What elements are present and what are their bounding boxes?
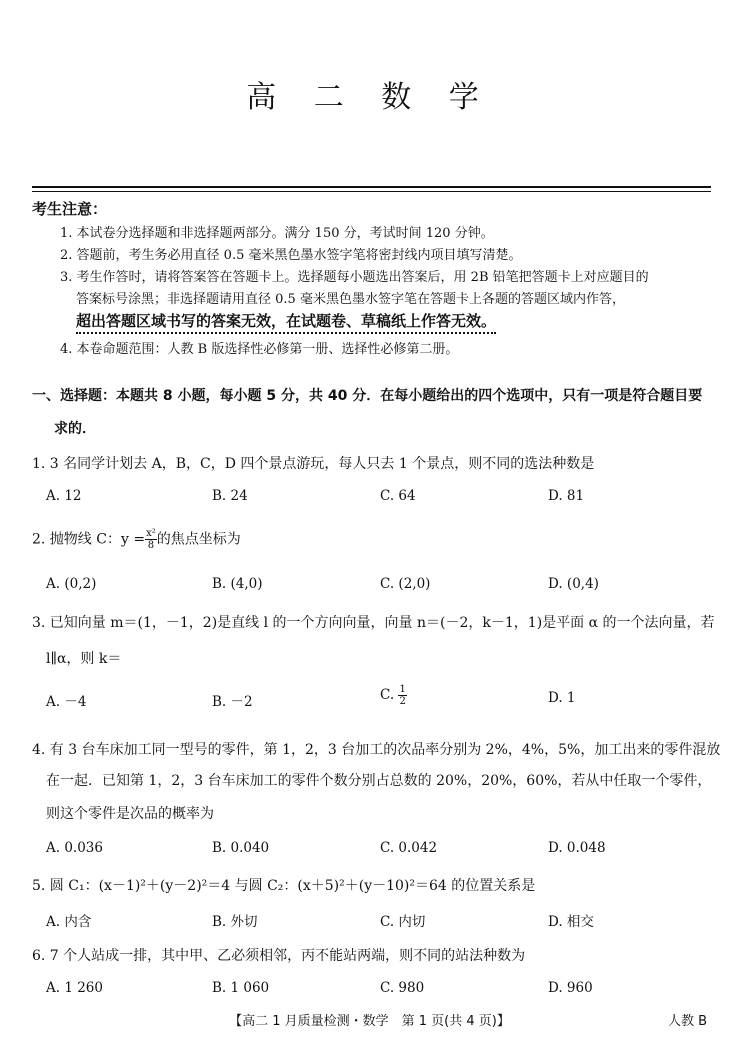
notice-line-2: 2. 答题前，考生务必用直径 0.5 毫米黑色墨水签字笔将密封线内项目填写清楚。 bbox=[60, 248, 522, 263]
question-4-stem-cont-1: 在一起．已知第 1，2，3 台车床加工的零件个数分别占总数的 20%，20%，60%，若从中任取一个零件， bbox=[46, 773, 712, 789]
q2-option-c: C. (2,0) bbox=[380, 576, 431, 592]
question-3-stem: 3. 已知向量 m＝(1，－1，2)是直线 l 的一个方向向量，向量 n＝(－2，k－1，1)是平面 α 的一个法向量，若 bbox=[32, 615, 715, 631]
q3-option-c bbox=[380, 684, 407, 707]
question-6-stem: 6. 7 个人站成一排，其中甲、乙必须相邻，丙不能站两端，则不同的站法种数为 bbox=[32, 948, 526, 964]
q4-option-a: A. 0.036 bbox=[46, 840, 103, 856]
q2-stem-pre: 2. 抛物线 C：y = bbox=[32, 531, 146, 548]
question-4-stem: 4. 有 3 台车床加工同一型号的零件，第 1，2，3 台加工的次品率分别为 2%，4%，5%，加工出来的零件混放 bbox=[32, 742, 721, 758]
header-rule-thick bbox=[32, 186, 711, 188]
q3-option-d: D. 1 bbox=[548, 690, 576, 706]
edition-label: 人教 B bbox=[668, 1014, 708, 1029]
q1-option-c: C. 64 bbox=[380, 488, 416, 504]
q6-option-c: C. 980 bbox=[380, 980, 425, 996]
notice-emphasis: 超出答题区域书写的答案无效，在试题卷、草稿纸上作答无效。 bbox=[76, 310, 496, 334]
page-footer: 【高二 1 月质量检测・数学 第 1 页(共 4 页)】 bbox=[229, 1014, 510, 1029]
notice-line-1: 1. 本试卷分选择题和非选择题两部分。满分 150 分，考试时间 120 分钟。 bbox=[60, 226, 494, 241]
q3-option-c-label: C. bbox=[380, 687, 395, 703]
exam-title: 高 二 数 学 bbox=[246, 80, 493, 115]
q6-option-a: A. 1 260 bbox=[46, 980, 103, 996]
q6-option-b: B. 1 060 bbox=[212, 980, 270, 996]
notice-line-3-cont: 答案标号涂黑；非选择题请用直径 0.5 毫米黑色墨水签字笔在答题卡上各题的答题区域内作答， bbox=[76, 292, 625, 307]
q2-stem-post: 的焦点坐标为 bbox=[156, 531, 241, 548]
q4-option-d: D. 0.048 bbox=[548, 840, 606, 856]
q3-option-c-fraction bbox=[398, 684, 406, 707]
q5-option-d: D. 相交 bbox=[548, 914, 594, 930]
q5-option-b: B. 外切 bbox=[212, 914, 258, 930]
q2-option-b: B. (4,0) bbox=[212, 576, 263, 592]
notice-heading: 考生注意： bbox=[32, 200, 108, 218]
notice-line-4: 4. 本卷命题范围：人教 B 版选择性必修第一册、选择性必修第二册。 bbox=[60, 342, 459, 357]
notice-line-3: 3. 考生作答时，请将答案答在答题卡上。选择题每小题选出答案后，用 2B 铅笔把答题卡上对应题目的 bbox=[60, 270, 649, 285]
q3-c-frac-num: 1 bbox=[399, 684, 406, 695]
question-4-stem-cont-2: 则这个零件是次品的概率为 bbox=[46, 806, 214, 822]
q2-option-d: D. (0,4) bbox=[548, 576, 599, 592]
q1-option-b: B. 24 bbox=[212, 488, 248, 504]
q2-frac-num: x² bbox=[146, 528, 156, 539]
question-3-stem-cont: l∥α，则 k＝ bbox=[46, 651, 122, 667]
header-rule-thin bbox=[32, 191, 711, 192]
question-1-stem: 1. 3 名同学计划去 A，B，C，D 四个景点游玩，每人只去 1 个景点，则不同的选法种数是 bbox=[32, 456, 595, 472]
q1-option-a: A. 12 bbox=[46, 488, 82, 504]
q4-option-b: B. 0.040 bbox=[212, 840, 270, 856]
question-5-stem: 5. 圆 C₁：(x－1)²＋(y－2)²＝4 与圆 C₂：(x＋5)²＋(y－10)²＝64 的位置关系是 bbox=[32, 878, 536, 894]
q2-frac-den: 8 bbox=[147, 540, 155, 551]
q1-option-d: D. 81 bbox=[548, 488, 585, 504]
q4-option-c: C. 0.042 bbox=[380, 840, 438, 856]
q2-fraction bbox=[145, 528, 157, 551]
question-2-stem bbox=[32, 528, 241, 551]
q3-c-frac-den: 2 bbox=[399, 696, 406, 707]
section-heading: 一、选择题：本题共 8 小题，每小题 5 分，共 40 分．在每小题给出的四个选项中，只有一项是符合题目要 bbox=[32, 388, 703, 404]
q3-option-a: A. －4 bbox=[46, 694, 87, 710]
q5-option-c: C. 内切 bbox=[380, 914, 426, 930]
q5-option-a: A. 内含 bbox=[46, 914, 92, 930]
section-heading-cont: 求的． bbox=[54, 421, 96, 437]
q3-option-b: B. －2 bbox=[212, 694, 253, 710]
q2-option-a: A. (0,2) bbox=[46, 576, 97, 592]
q6-option-d: D. 960 bbox=[548, 980, 593, 996]
